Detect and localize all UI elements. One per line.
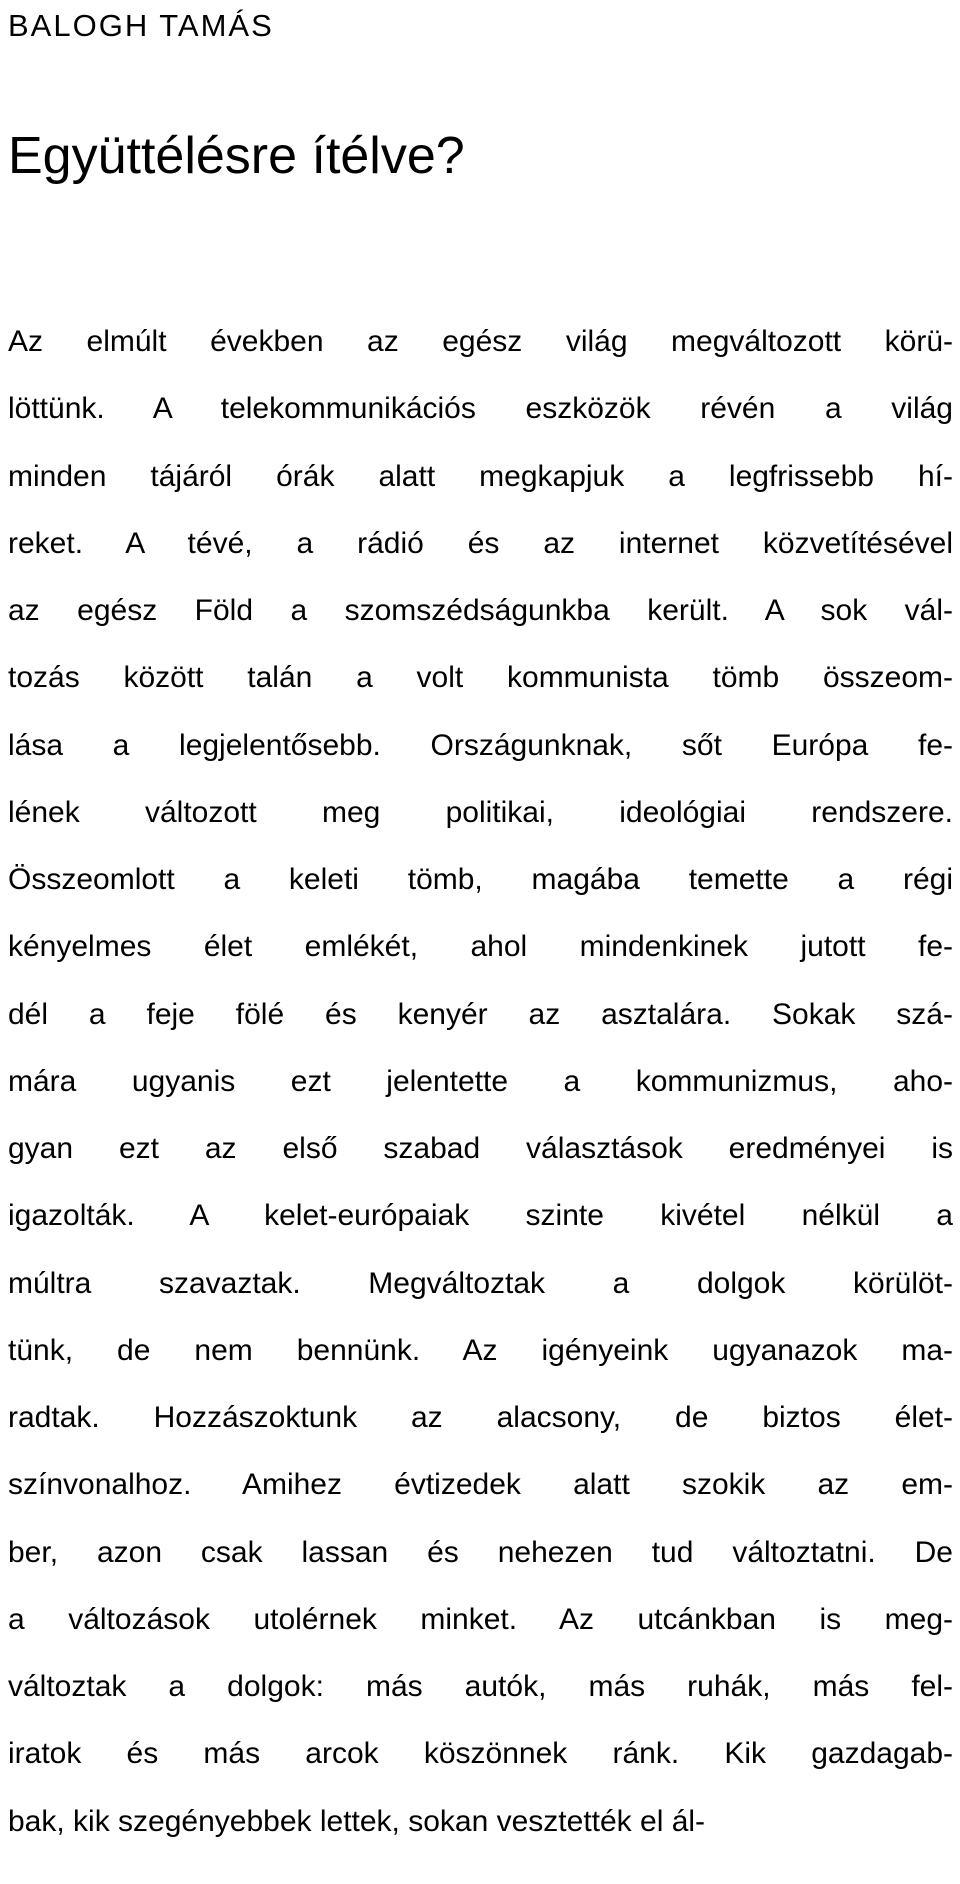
body-line: színvonalhoz. Amihez évtizedek alatt szokik az em-: [8, 1468, 953, 1502]
body-line: gyan ezt az első szabad választások eredményei is: [8, 1132, 953, 1165]
body-line: Összeomlott a keleti tömb, magába temette a régi: [8, 863, 953, 896]
body-line: Az elmúlt években az egész világ megváltozott körü-: [8, 325, 953, 358]
body-line: löttünk. A telekommunikációs eszközök révén a világ: [8, 392, 953, 426]
body-line: lása a legjelentősebb. Országunknak, sőt Európa fe-: [8, 728, 953, 762]
body-line: radtak. Hozzászoktunk az alacsony, de biztos élet-: [8, 1401, 953, 1434]
body-line: dél a feje fölé és kenyér az asztalára. Sokak szá-: [8, 997, 953, 1031]
body-line: iratok és más arcok köszönnek ránk. Kik gazdagab-: [8, 1737, 953, 1771]
body-line: tozás között talán a volt kommunista tömb összeom-: [8, 661, 953, 695]
body-line: mára ugyanis ezt jelentette a kommunizmus, aho-: [8, 1064, 953, 1098]
article-body: [8, 308, 953, 1855]
article-title: Együttélésre ítélve?: [8, 127, 465, 185]
body-line: ber, azon csak lassan és nehezen tud változtatni. De: [8, 1535, 953, 1569]
body-line: reket. A tévé, a rádió és az internet közvetítésével: [8, 526, 953, 560]
body-line: lének változott meg politikai, ideológiai rendszere.: [8, 795, 953, 829]
body-line: a változások utolérnek minket. Az utcánkban is meg-: [8, 1602, 953, 1636]
body-line: bak, kik szegényebbek lettek, sokan vesztették el ál-: [8, 1804, 706, 1838]
body-line: igazolták. A kelet-európaiak szinte kivétel nélkül a: [8, 1199, 953, 1233]
body-line: múltra szavaztak. Megváltoztak a dolgok körülöt-: [8, 1266, 953, 1300]
body-line: változtak a dolgok: más autók, más ruhák, más fel-: [8, 1670, 953, 1703]
body-line: az egész Föld a szomszédságunkba került. A sok vál-: [8, 594, 953, 627]
body-line: minden tájáról órák alatt megkapjuk a legfrissebb hí-: [8, 459, 953, 493]
body-line: kényelmes élet emlékét, ahol mindenkinek jutott fe-: [8, 930, 953, 964]
body-line: tünk, de nem bennünk. Az igényeink ugyanazok ma-: [8, 1333, 953, 1367]
author-name: BALOGH TAMÁS: [8, 8, 274, 43]
